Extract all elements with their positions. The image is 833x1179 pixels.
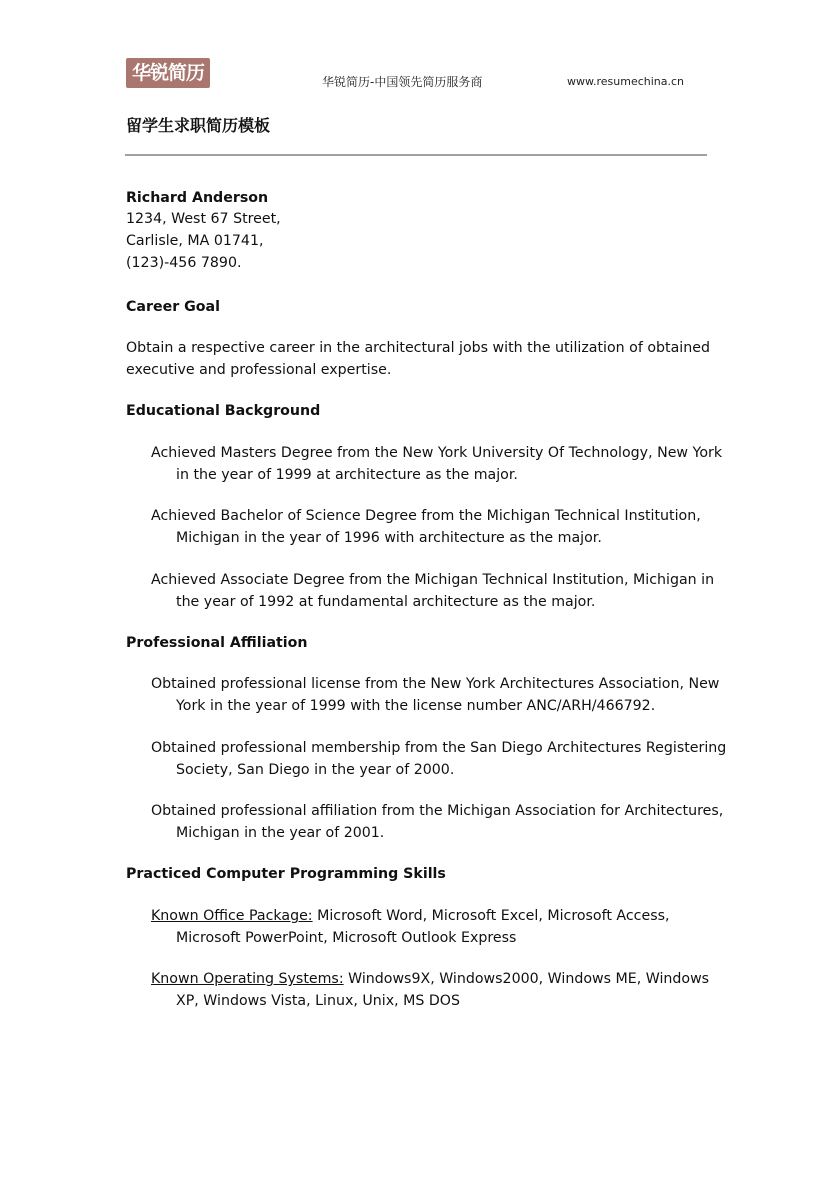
- header-divider: [125, 154, 707, 156]
- skills-item-text: Microsoft Word, Microsoft Excel, Microsoft Access, Microsoft PowerPoint, Microsoft Outlook Express: [176, 908, 670, 946]
- skills-item-text: Windows9X, Windows2000, Windows ME, Windows XP, Windows Vista, Linux, Unix, MS DOS: [176, 971, 710, 1009]
- affiliation-item: Obtained professional license from the New York Architectures Association, New York in the year of 1999 with the license number ANC/ARH/466792.: [151, 676, 720, 714]
- affiliation-item: Obtained professional affiliation from the Michigan Association for Architectures, Michigan in the year of 2001.: [151, 803, 724, 841]
- skills-item: [151, 905, 736, 949]
- applicant-name: Richard Anderson: [126, 190, 269, 206]
- skills-item: [151, 968, 736, 1012]
- section-heading-affiliation: Professional Affiliation: [126, 635, 308, 651]
- section-heading-education: Educational Background: [126, 403, 321, 419]
- document-title: 留学生求职简历模板: [126, 116, 271, 135]
- career-goal-text: Obtain a respective career in the architectural jobs with the utilization of obtained executive and professional expertise.: [126, 340, 710, 378]
- education-item: Achieved Bachelor of Science Degree from the Michigan Technical Institution, Michigan in the year of 1996 with architecture as the major.: [151, 508, 701, 546]
- site-url[interactable]: www.resumechina.cn: [567, 75, 685, 88]
- affiliation-item: Obtained professional membership from the San Diego Architectures Registering Society, San Diego in the year of 2000.: [151, 740, 727, 778]
- address-line-1: 1234, West 67 Street,: [126, 211, 281, 227]
- section-heading-career-goal: Career Goal: [126, 299, 220, 315]
- section-heading-skills: Practiced Computer Programming Skills: [126, 866, 446, 882]
- skills-item-label: Known Office Package:: [151, 908, 313, 924]
- phone-number: (123)-456 7890.: [126, 255, 242, 271]
- skills-item-label: Known Operating Systems:: [151, 971, 344, 987]
- education-item: Achieved Masters Degree from the New York University Of Technology, New York in the year of 1999 at architecture as the major.: [151, 445, 723, 483]
- site-name: 华锐简历-中国领先简历服务商: [322, 75, 483, 89]
- address-line-2: Carlisle, MA 01741,: [126, 233, 264, 249]
- logo: 华锐简历: [126, 58, 210, 88]
- education-item: Achieved Associate Degree from the Michigan Technical Institution, Michigan in the year of 1992 at fundamental architecture as the major.: [151, 572, 715, 610]
